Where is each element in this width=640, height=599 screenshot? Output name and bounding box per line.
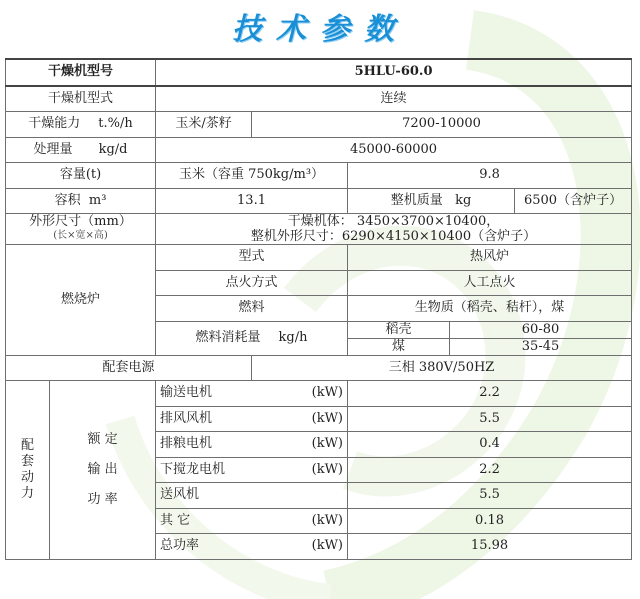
- table-row: [6, 214, 632, 245]
- unit-text: t.%/h: [98, 116, 133, 132]
- unit-text: (kW): [311, 461, 344, 477]
- motor-value: 2.2: [348, 457, 632, 483]
- row-label: [6, 214, 156, 245]
- fuel-value: 35-45: [450, 338, 632, 355]
- mass-label: [348, 188, 515, 214]
- row-label: [6, 112, 156, 138]
- unit-text: kg/h: [278, 330, 308, 345]
- row-value: 三相 380V/50HZ: [252, 355, 632, 381]
- motor-value: 15.98: [348, 534, 632, 560]
- unit-text: kg: [455, 192, 472, 208]
- label-text: 送风机: [160, 487, 200, 503]
- motor-value: 0.4: [348, 432, 632, 458]
- table-row: [6, 112, 632, 138]
- motor-value: 2.2: [348, 381, 632, 407]
- unit-text: (kW): [311, 410, 344, 426]
- label-text: 排风风机: [160, 410, 213, 426]
- mass-value: 6500（含炉子）: [515, 188, 632, 214]
- dims-line: 整机外形尺寸：6290×4150×10400（含炉子）: [250, 229, 537, 244]
- table-row: [6, 355, 632, 381]
- label-text: 干燥能力: [28, 116, 81, 132]
- row-label: [6, 188, 156, 214]
- row-label: 点火方式: [156, 270, 348, 296]
- unit-text: kg/d: [98, 141, 128, 157]
- table-row: [6, 59, 632, 86]
- row-label: [6, 137, 156, 163]
- motor-value: 0.18: [348, 508, 632, 534]
- row-label: 干燥机型式: [6, 86, 156, 112]
- table-row: [6, 163, 632, 189]
- table-row: [6, 245, 632, 271]
- motor-name: [156, 432, 348, 458]
- motor-name: [156, 534, 348, 560]
- label-text: 配套动力: [20, 437, 34, 501]
- row-value: 45000-60000: [156, 137, 632, 163]
- label-text: 燃料消耗量: [195, 330, 261, 345]
- fuel-value: 60-80: [450, 321, 632, 338]
- row-value: 5HLU-60.0: [156, 59, 632, 86]
- fuel-name: 稻壳: [348, 321, 450, 338]
- page-title: 技术参数: [232, 12, 408, 47]
- motor-name: [156, 483, 348, 509]
- row-label: 型式: [156, 245, 348, 271]
- fuel-name: 煤: [348, 338, 450, 355]
- table-row: [6, 381, 632, 407]
- label-text: 总功率: [160, 538, 200, 554]
- row-value: 生物质（稻壳、秸杆），煤: [348, 296, 632, 322]
- sublabel-text: (长×宽×高): [53, 230, 108, 241]
- motor-name: [156, 381, 348, 407]
- row-value: 人工点火: [348, 270, 632, 296]
- row-label: 燃料: [156, 296, 348, 322]
- label-text: 输送电机: [160, 385, 213, 401]
- unit-text: (kW): [311, 385, 344, 401]
- row-label: 干燥机型号: [6, 59, 156, 86]
- row-label: [156, 321, 348, 355]
- motor-group-label: [6, 381, 50, 560]
- row-value: 热风炉: [348, 245, 632, 271]
- row-label: 配套电源: [6, 355, 252, 381]
- label-text: 其 它: [160, 512, 191, 528]
- table-row: [6, 137, 632, 163]
- row-crop: 玉米（容重 750kg/m³）: [156, 163, 348, 189]
- burner-label: 燃烧炉: [6, 245, 156, 356]
- row-value: 7200-10000: [252, 112, 632, 138]
- motor-value: 5.5: [348, 483, 632, 509]
- label-text: 输 出: [87, 461, 118, 477]
- table-row: [6, 188, 632, 214]
- label-text: 排粮电机: [160, 436, 213, 452]
- motor-sub-label: [50, 381, 156, 560]
- row-value: 9.8: [348, 163, 632, 189]
- label-text: 功 率: [87, 491, 118, 507]
- unit-text: (kW): [311, 512, 344, 528]
- label-text: 整机质量: [390, 192, 443, 208]
- table-row: [6, 86, 632, 112]
- dims-line: 干燥机体： 3450×3700×10400，: [287, 214, 500, 229]
- unit-text: (kW): [311, 538, 344, 554]
- row-value: 13.1: [156, 188, 348, 214]
- label-text: 额 定: [87, 431, 118, 447]
- motor-value: 5.5: [348, 406, 632, 432]
- row-value: [156, 214, 632, 245]
- unit-text: m³: [88, 192, 107, 208]
- motor-name: [156, 406, 348, 432]
- label-text: 处理量: [33, 141, 73, 157]
- motor-name: [156, 508, 348, 534]
- row-label: 容量(t): [6, 163, 156, 189]
- label-text: 下搅龙电机: [160, 461, 226, 477]
- unit-text: (kW): [311, 436, 344, 452]
- label-text: 外形尺寸（mm）: [29, 214, 132, 229]
- spec-table: [5, 58, 632, 560]
- motor-name: [156, 457, 348, 483]
- row-crop: 玉米/茶籽: [156, 112, 252, 138]
- row-value: 连续: [156, 86, 632, 112]
- label-text: 容积: [54, 192, 81, 208]
